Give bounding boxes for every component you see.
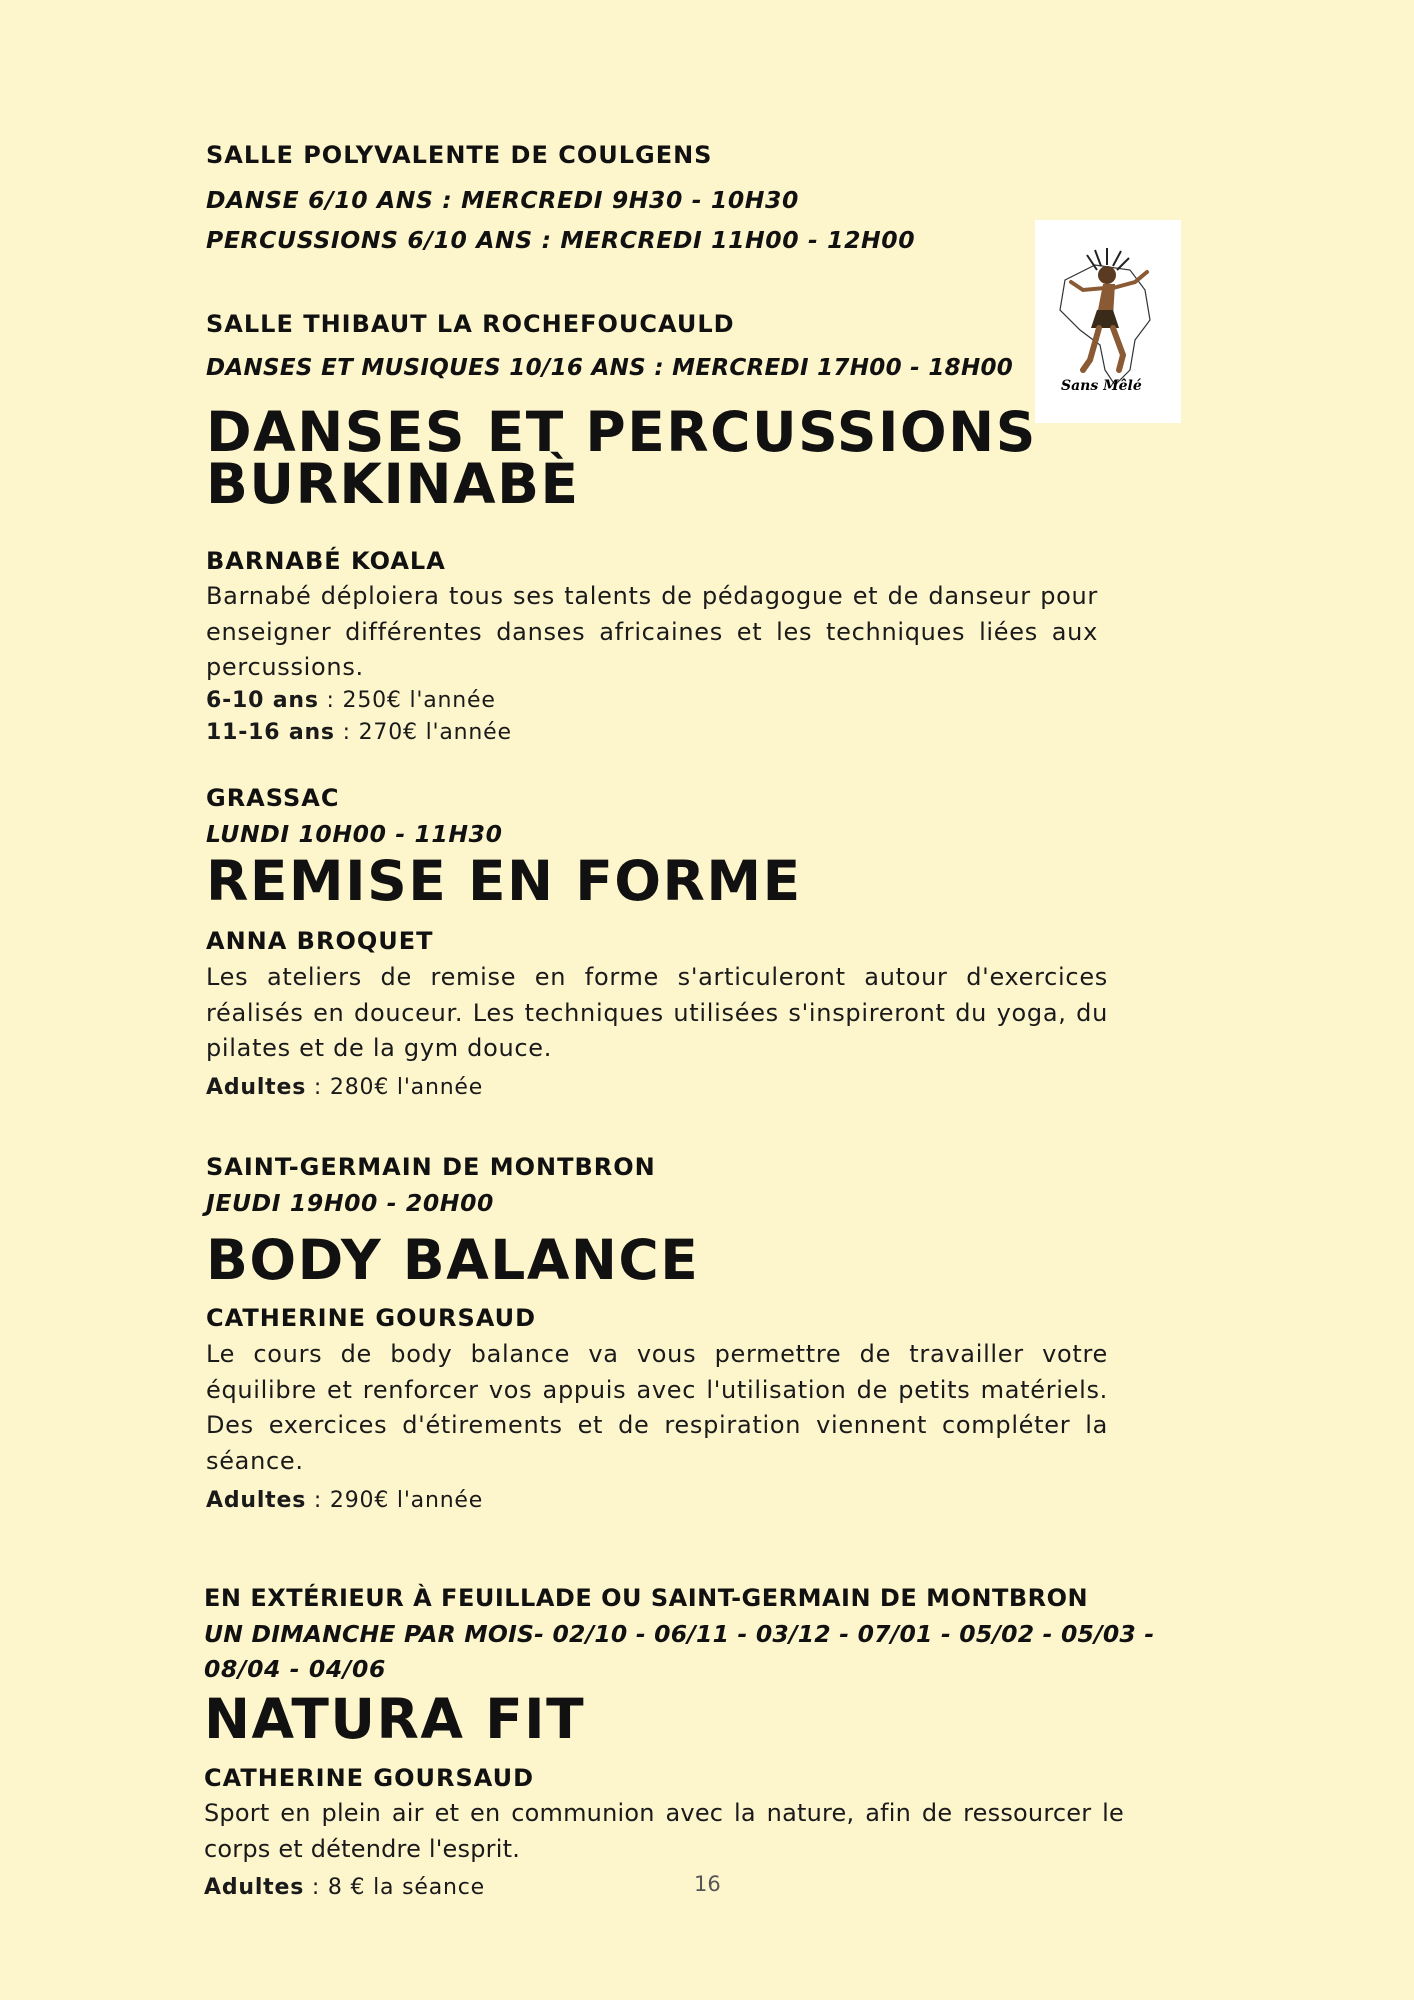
price-adultes-body bbox=[206, 1488, 483, 1513]
price-adultes-remise bbox=[206, 1075, 483, 1100]
venue-exterieur: EN EXTÉRIEUR À FEUILLADE OU SAINT-GERMAIN DE MONTBRON bbox=[204, 1584, 1089, 1612]
teacher-catherine: CATHERINE GOURSAUD bbox=[206, 1304, 537, 1332]
price-value: : 250€ l'année bbox=[318, 688, 496, 713]
dancer-illustration bbox=[1035, 220, 1181, 423]
description-natura: Sport en plein air et en communion avec la nature, afin de ressourcer le corps et détendre l'esprit. bbox=[204, 1799, 1124, 1863]
schedule-remise: LUNDI 10H00 - 11H30 bbox=[206, 820, 503, 848]
teacher-catherine-natura: CATHERINE GOURSAUD bbox=[204, 1764, 535, 1792]
teacher-barnabe: BARNABÉ KOALA bbox=[206, 547, 446, 575]
price-label: Adultes bbox=[206, 1488, 307, 1513]
venue-coulgens: SALLE POLYVALENTE DE COULGENS bbox=[206, 141, 713, 169]
schedule-danses-musiques: DANSES ET MUSIQUES 10/16 ANS : MERCREDI 17H00 - 18H00 bbox=[206, 355, 1014, 381]
price-value: : 280€ l'année bbox=[306, 1075, 484, 1100]
title-natura-fit: NATURA FIT bbox=[204, 1687, 586, 1751]
teacher-anna: ANNA BROQUET bbox=[206, 927, 434, 955]
logo-text: Sans Mêlé bbox=[1061, 378, 1142, 394]
title-danses-line1: DANSES ET PERCUSSIONS bbox=[206, 400, 1037, 464]
description-body-balance: Le cours de body balance va vous permettre de travailler votre équilibre et renforcer vos appuis avec l'utilisation de petits matériels. Des exercices d'étirements et de respiration viennent compléter la séance. bbox=[206, 1340, 1108, 1475]
price-11-16 bbox=[206, 720, 512, 745]
schedule-danse: DANSE 6/10 ANS : MERCREDI 9H30 - 10H30 bbox=[206, 186, 799, 214]
description-remise: Les ateliers de remise en forme s'articuleront autour d'exercices réalisés en douceur. Les techniques utilisées s'inspireront du yoga, du pilates et de la gym douce. bbox=[206, 963, 1108, 1062]
price-label: Adultes bbox=[204, 1875, 305, 1900]
venue-saint-germain: SAINT-GERMAIN DE MONTBRON bbox=[206, 1153, 656, 1181]
schedule-natura-line2: 08/04 - 04/06 bbox=[204, 1655, 386, 1683]
schedule-natura-line1: UN DIMANCHE PAR MOIS- 02/10 - 06/11 - 03/12 - 07/01 - 05/02 - 05/03 - bbox=[204, 1620, 1155, 1648]
price-value: : 290€ l'année bbox=[306, 1488, 484, 1513]
venue-grassac: GRASSAC bbox=[206, 784, 340, 812]
title-danses-line2: BURKINABÈ bbox=[206, 452, 580, 516]
page-number: 16 bbox=[694, 1872, 721, 1896]
venue-thibaut: SALLE THIBAUT LA ROCHEFOUCAULD bbox=[206, 310, 735, 338]
description-danses: Barnabé déploiera tous ses talents de pédagogue et de danseur pour enseigner différentes danses africaines et les techniques liées aux percussions. bbox=[206, 582, 1098, 681]
price-adultes-natura bbox=[204, 1875, 485, 1900]
title-body-balance: BODY BALANCE bbox=[206, 1228, 700, 1292]
sans-mele-logo bbox=[1035, 220, 1181, 423]
schedule-percussions: PERCUSSIONS 6/10 ANS : MERCREDI 11H00 - 12H00 bbox=[206, 226, 916, 254]
schedule-body-balance: JEUDI 19H00 - 20H00 bbox=[206, 1189, 494, 1217]
price-value: : 270€ l'année bbox=[334, 720, 512, 745]
title-remise-en-forme: REMISE EN FORME bbox=[206, 849, 802, 913]
price-value: : 8 € la séance bbox=[304, 1875, 485, 1900]
price-label: Adultes bbox=[206, 1075, 307, 1100]
price-6-10 bbox=[206, 688, 496, 713]
price-label: 6-10 ans bbox=[206, 688, 319, 713]
price-label: 11-16 ans bbox=[206, 720, 335, 745]
